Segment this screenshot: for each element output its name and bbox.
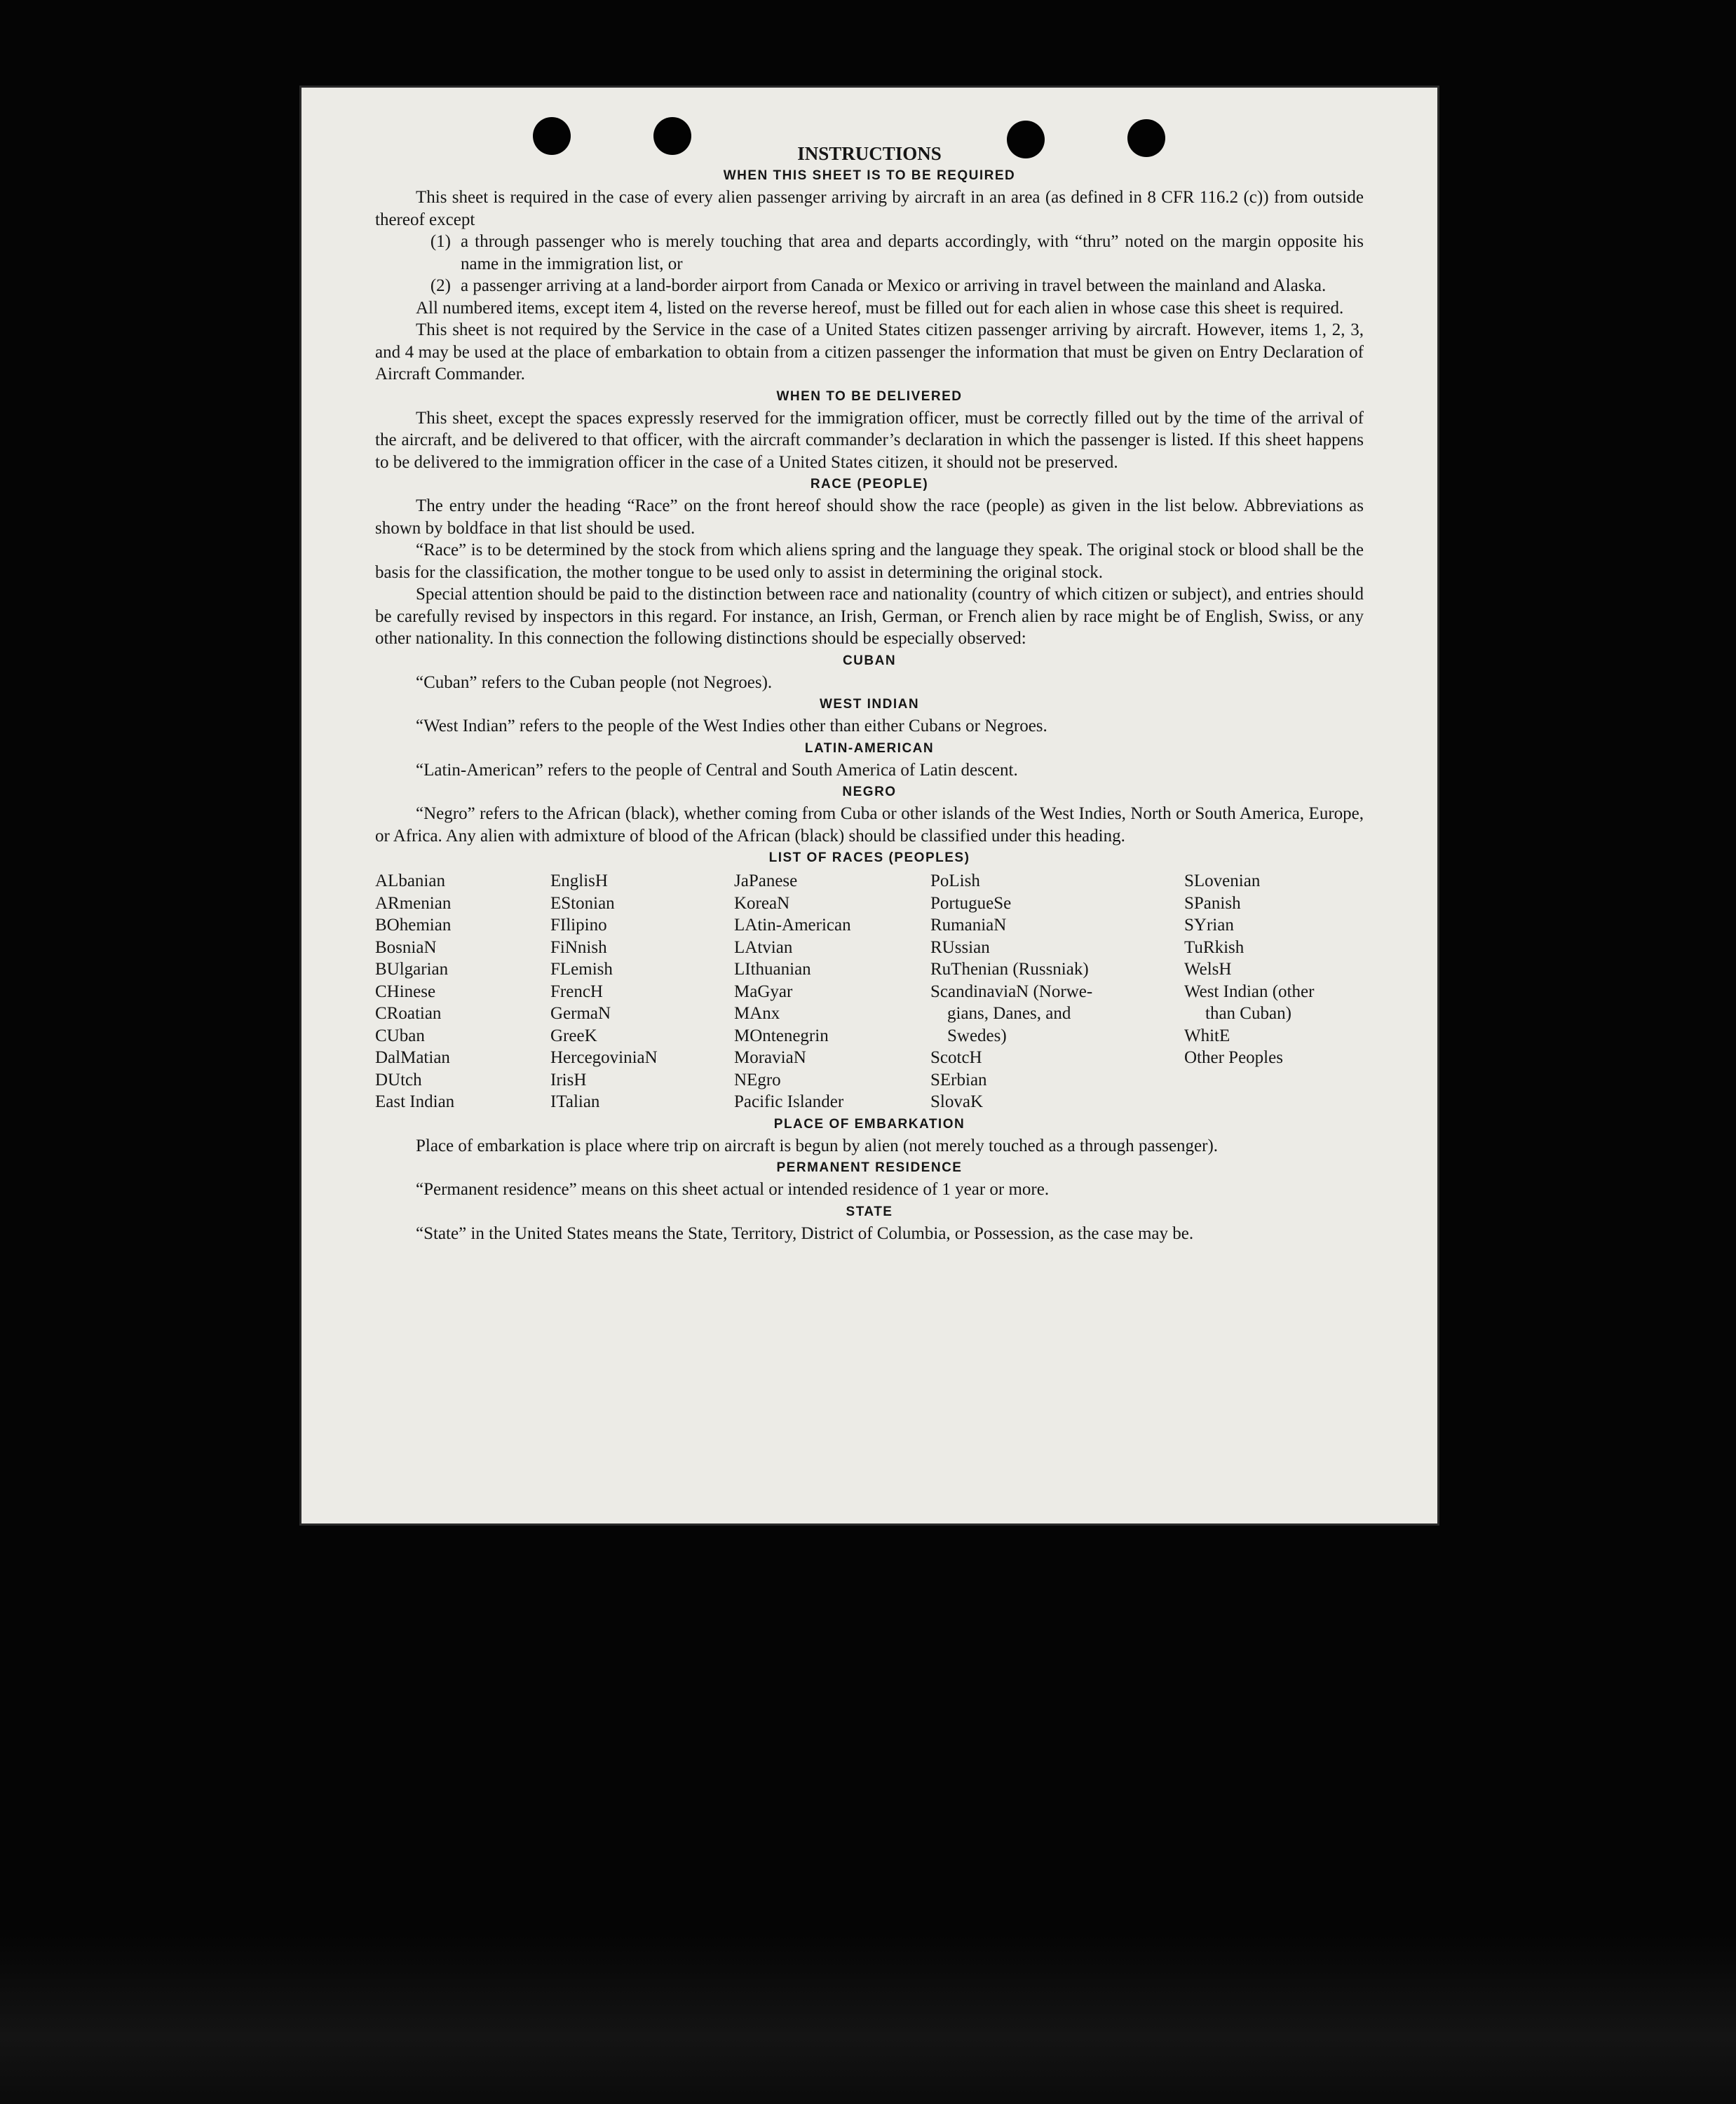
paragraph: “West Indian” refers to the people of the West Indies other than either Cubans or Negroes.	[416, 717, 1047, 735]
race-entry: Other Peoples	[1184, 1048, 1283, 1067]
race-entry: MAnx	[734, 1004, 780, 1023]
race-entry: IrisH	[550, 1070, 587, 1090]
paragraph: Place of embarkation is place where trip on aircraft is begun by alien (not merely touched as a through passenger).	[416, 1136, 1219, 1155]
paragraph: The entry under the heading “Race” on the front hereof should show the race (people) as given in the list below. Abbreviations as shown by boldface in that list should be used.	[375, 496, 1364, 538]
section-heading-state: STATE	[846, 1204, 893, 1219]
paragraph: “Race” is to be determined by the stock from which aliens spring and the language they speak. The original stock or blood shall be the basis for the classification, the mother tongue to be used only to assist in determining the original stock.	[375, 541, 1364, 582]
race-entry: BOhemian	[375, 916, 452, 935]
race-entry: SLovenian	[1184, 871, 1261, 890]
race-entry: LIthuanian	[734, 960, 811, 979]
race-entry: TuRkish	[1184, 937, 1245, 957]
race-entry: LAtin-American	[734, 916, 851, 935]
race-entry: FIlipino	[550, 916, 607, 935]
paragraph: Special attention should be paid to the distinction between race and nationality (country of which citizen or subject), and entries should be carefully revised by inspectors in this regard. For instance, an Irish, German, or French alien by race might be of English, Swiss, or any other nationality. In this connection the following distinctions should be especially observed:	[375, 585, 1364, 648]
item-number: (2)	[430, 276, 451, 295]
race-entry: CHinese	[375, 982, 436, 1001]
race-entry: NEgro	[734, 1070, 781, 1090]
race-entry: Swedes)	[947, 1026, 1007, 1045]
list-item	[375, 231, 1364, 275]
paragraph: This sheet is not required by the Service in the case of a United States citizen passenger arriving by aircraft. However, items 1, 2, 3, and 4 may be used at the place of embarkation to obtain from a citizen passenger the information that must be given on Entry Declaration of Aircraft Commander.	[375, 320, 1364, 384]
race-entry: FLemish	[550, 960, 613, 979]
race-entry: West Indian (other	[1184, 982, 1315, 1001]
section-heading-cuban: CUBAN	[842, 653, 897, 668]
race-entry: PortugueSe	[930, 893, 1012, 913]
section-heading-embarkation: PLACE OF EMBARKATION	[773, 1116, 965, 1132]
races-column-4	[930, 870, 1184, 1113]
document-page	[301, 88, 1437, 1523]
race-entry: KoreaN	[734, 893, 790, 913]
race-entry: EStonian	[550, 893, 615, 913]
paragraph: “Negro” refers to the African (black), whether coming from Cuba or other islands of the West Indies, North or South America, Europe, or Africa. Any alien with admixture of blood of the African (black) should be classified under this heading.	[375, 804, 1364, 846]
races-column-5	[1184, 870, 1364, 1113]
race-entry: RuThenian (Russniak)	[930, 960, 1089, 979]
paragraph: All numbered items, except item 4, listed on the reverse hereof, must be filled out for each alien in whose case this sheet is required.	[416, 298, 1344, 318]
race-entry: SPanish	[1184, 893, 1241, 913]
races-column-2	[550, 870, 734, 1113]
race-entry: LAtvian	[734, 937, 793, 957]
race-entry: HercegoviniaN	[550, 1048, 658, 1067]
paragraph: “Latin-American” refers to the people of Central and South America of Latin descent.	[416, 760, 1018, 780]
race-entry: EnglisH	[550, 871, 608, 890]
race-entry: JaPanese	[734, 871, 798, 890]
races-column-3	[734, 870, 930, 1113]
races-column-1	[375, 870, 550, 1113]
race-entry: WelsH	[1184, 960, 1232, 979]
paragraph: “Cuban” refers to the Cuban people (not Negroes).	[416, 672, 773, 692]
page-title: INSTRUCTIONS	[797, 143, 942, 164]
section-heading-residence: PERMANENT RESIDENCE	[776, 1160, 963, 1175]
paragraph: “Permanent residence” means on this sheet actual or intended residence of 1 year or more.	[416, 1180, 1050, 1199]
section-heading-races-list: LIST OF RACES (PEOPLES)	[768, 850, 970, 865]
section-heading-race: RACE (PEOPLE)	[810, 477, 929, 491]
race-entry: PoLish	[930, 871, 980, 890]
race-entry: GermaN	[550, 1004, 611, 1023]
race-entry: FiNnish	[550, 937, 607, 957]
race-entry: RUssian	[930, 937, 990, 957]
instructions-content	[375, 142, 1364, 1244]
race-entry: gians, Danes, and	[947, 1004, 1071, 1023]
paragraph: This sheet is required in the case of every alien passenger arriving by aircraft in an area (as defined in 8 CFR 116.2 (c)) from outside thereof except	[375, 188, 1364, 229]
race-entry: DUtch	[375, 1070, 422, 1090]
race-entry: SErbian	[930, 1070, 987, 1090]
section-heading-when-delivered: WHEN TO BE DELIVERED	[776, 388, 963, 404]
race-entry: GreeK	[550, 1026, 597, 1045]
race-entry: ITalian	[550, 1092, 600, 1111]
race-entry: ScandinaviaN (Norwe-	[930, 982, 1093, 1001]
section-heading-negro: NEGRO	[842, 785, 897, 799]
item-text: a through passenger who is merely touching that area and departs accordingly, with “thru” noted on the margin opposite his name in the immigration list, or	[461, 232, 1364, 273]
race-entry: ALbanian	[375, 871, 445, 890]
race-entry: MaGyar	[734, 982, 793, 1001]
race-entry: SlovaK	[930, 1092, 983, 1111]
races-list	[375, 870, 1364, 1113]
paragraph: “State” in the United States means the State, Territory, District of Columbia, or Possession, as the case may be.	[416, 1223, 1194, 1243]
race-entry: CUban	[375, 1026, 425, 1045]
section-heading-when-required: WHEN THIS SHEET IS TO BE REQUIRED	[723, 168, 1016, 183]
race-entry: CRoatian	[375, 1004, 442, 1023]
race-entry: ScotcH	[930, 1048, 982, 1067]
race-entry: MoraviaN	[734, 1048, 806, 1067]
race-entry: Pacific Islander	[734, 1092, 844, 1111]
race-entry: MOntenegrin	[734, 1026, 829, 1045]
race-entry: BUlgarian	[375, 960, 449, 979]
race-entry: WhitE	[1184, 1026, 1230, 1045]
race-entry: East Indian	[375, 1092, 455, 1111]
race-entry: than Cuban)	[1205, 1004, 1291, 1023]
list-item	[375, 275, 1364, 297]
paragraph: This sheet, except the spaces expressly reserved for the immigration officer, must be correctly filled out by the time of the arrival of the aircraft, and be delivered to that officer, with the aircraft commander’s declaration in which the passenger is listed. If this sheet happens to be delivered to the immigration officer in the case of a United States citizen, it should not be preserved.	[375, 408, 1364, 472]
item-text: a passenger arriving at a land-border airport from Canada or Mexico or arriving in travel between the mainland and Alaska.	[461, 276, 1327, 295]
race-entry: FrencH	[550, 982, 603, 1001]
item-number: (1)	[430, 232, 451, 251]
race-entry: RumaniaN	[930, 916, 1007, 935]
race-entry: BosniaN	[375, 937, 437, 957]
race-entry: DalMatian	[375, 1048, 450, 1067]
section-heading-west-indian: WEST INDIAN	[819, 697, 920, 712]
section-heading-latin-american: LATIN-AMERICAN	[804, 740, 935, 756]
race-entry: SYrian	[1184, 916, 1234, 935]
race-entry: ARmenian	[375, 893, 452, 913]
